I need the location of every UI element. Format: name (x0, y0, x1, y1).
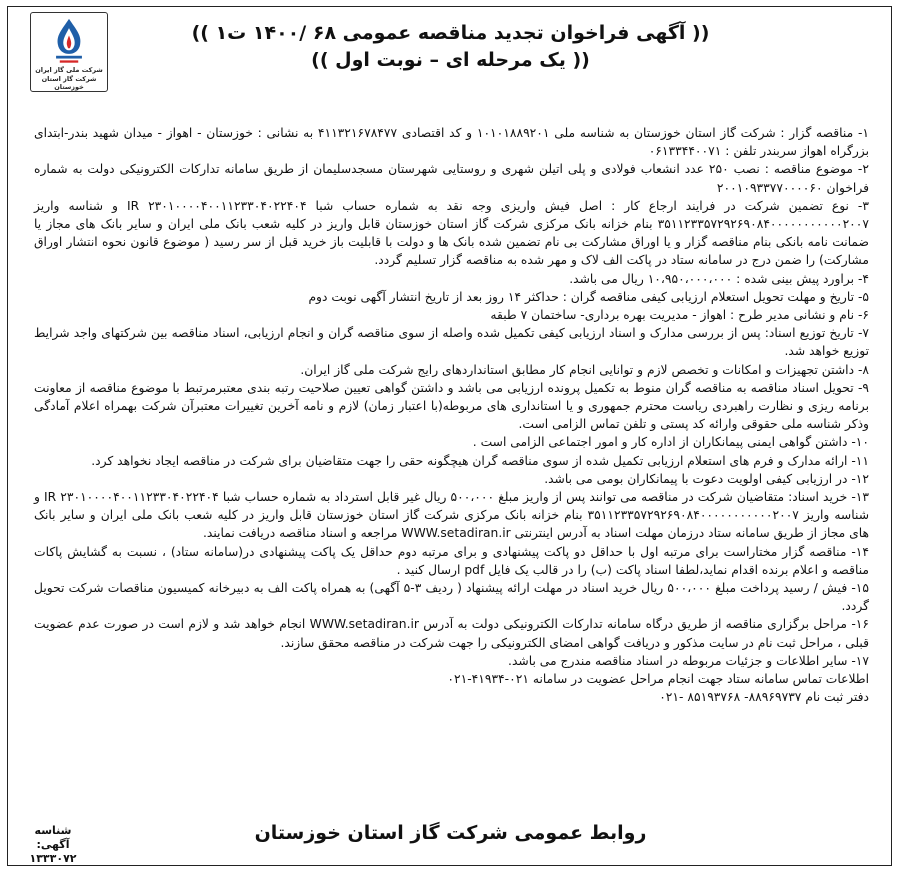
nigc-flame-logo-icon (47, 17, 91, 65)
item-11: ۱۱- ارائه مدارک و فرم های استعلام ارزیابی تکمیل شده از سوی مناقصه گران هیچگونه حقی را جهت متقاضیان برای شرکت در مناقصه ایجاد نخواهد کرد. (91, 453, 869, 468)
logo-org-line1: شرکت ملی گاز ایران (35, 66, 103, 74)
logo-org-line2: شرکت گاز استان خوزستان (41, 75, 97, 91)
item-4: ۴- براورد پیش بینی شده : ۱۰،۹۵۰،۰۰۰،۰۰۰ ریال می باشد. (569, 271, 869, 286)
item-1: ۱- مناقصه گزار : شرکت گاز استان خوزستان به شناسه ملی ۱۰۱۰۱۸۸۹۲۰۱ و کد اقتصادی ۴۱۱۳۲۱۶۷۸۴۷۷ به نشانی : خوزستان - اهواز - میدان شهید بندر-ابتدای بزرگراه اهواز سربندر تلفن : ۰۶۱۳۳۴۴۰۰۷۱ (34, 126, 869, 159)
item-10: ۱۰- داشتن گواهی ایمنی پیمانکاران از اداره کار و امور اجتماعی الزامی است . (472, 435, 869, 450)
footer-signature: روابط عمومی شرکت گاز استان خوزستان (254, 822, 647, 844)
announcement-body (34, 124, 869, 707)
item-2: ۲- موضوع مناقصه : نصب ۲۵۰ عدد انشعاب فولادی و پلی اتیلن شهری و روستایی شهرستان مسجدسلیمان از طریق سامانه تدارکات الکترونیکی دولت به شماره فراخوان ۲۰۰۱۰۹۳۳۷۷۰۰۰۰۶۰ (34, 162, 869, 195)
company-logo (30, 12, 108, 92)
ad-id-label: شناسه آگهی: (34, 824, 72, 851)
item-13: ۱۳- خرید اسناد: متقاضیان شرکت در مناقصه می توانند پس از واریز مبلغ ۵۰۰،۰۰۰ ریال غیر قابل استرداد به شماره حساب شبا IR ۲۳۰۱۰۰۰۰۴۰۰۱۱۲۳۳۰۴۰۲۲۴۰۴ و شناسه واریز ۳۵۱۱۲۳۳۵۷۲۹۲۶۹۰۸۴۰۰۰۰۰۰۰۰۰۰۰۲۰۰۷ بنام خزانه بانک مرکزی شرکت گاز استان خوزستان قابل واریز در کلیه شعب بانک ملی ایران و سایر بانک های مجاز از طریق سامانه ستاد درزمان مهلت اسناد به آدرس اینترنتی WWW.setadiran.ir مراجعه و اسناد مناقصه دریافت نمایند. (34, 490, 869, 541)
announcement-title (120, 20, 781, 74)
item-8: ۸- داشتن تجهیزات و امکانات و تخصص لازم و توانایی انجام کار مطابق استانداردهای رایج شرکت ملی گاز ایران. (300, 362, 869, 377)
contact-line-2: دفتر ثبت نام ۸۸۹۶۹۷۳۷- ۸۵۱۹۳۷۶۸ -۰۲۱ (659, 690, 869, 705)
item-7: ۷- تاریخ توزیع اسناد: پس از بررسی مدارک و اسناد ارزیابی کیفی تکمیل شده واصله از سوی مناقصه گران و انجام ارزیابی، اسناد مناقصه بین شرکتهای واجد شرایط توزیع خواهد شد. (34, 326, 869, 359)
title-line1: (( آگهی فراخوان تجدید مناقصه عمومی ۶۸ /۱۴۰۰ ت۱ )) (191, 22, 710, 44)
item-14: ۱۴- مناقصه گزار مختاراست برای مرتبه اول با حداقل دو پاکت پیشنهادی و برای مرتبه دوم حداقل یک پاکت پیشنهادی در(سامانه ستاد) ، نسبت به گشایش پاکات مناقصه و اعلام برنده اقدام نماید،لطفا اسناد پاکت (ب) را در قالب یک فایل pdf ارسال کنید . (34, 544, 869, 577)
item-17: ۱۷- سایر اطلاعات و جزئیات مربوطه در اسناد مناقصه مندرج می باشد. (508, 653, 869, 668)
item-5: ۵- تاریخ و مهلت تحویل استعلام ارزیابی کیفی مناقصه گران : حداکثر ۱۴ روز بعد از تاریخ انتشار آگهی نوبت دوم (308, 289, 869, 304)
ad-id (18, 824, 88, 866)
ad-id-value: ۱۳۳۳۰۷۲ (29, 852, 77, 865)
item-6: ۶- نام و نشانی مدیر طرح : اهواز - مدیریت بهره برداری- ساختمان ۷ طبقه (490, 308, 869, 323)
item-15: ۱۵- فیش / رسید پرداخت مبلغ ۵۰۰،۰۰۰ ریال خرید اسناد در مهلت ارائه پیشنهاد ( ردیف ۳-۵ آگهی) به همراه پاکت الف به دبیرخانه کمیسیون مناقصات شرکت تحویل گردد. (34, 581, 869, 614)
title-line2: (( یک مرحله ای – نوبت اول )) (311, 49, 590, 71)
contact-line-1: اطلاعات تماس سامانه ستاد جهت انجام مراحل عضویت در سامانه ۰۲۱-۴۱۹۳۴-۰۲۱ (447, 672, 869, 687)
item-16: ۱۶- مراحل برگزاری مناقصه از طریق درگاه سامانه تدارکات الکترونیکی دولت به آدرس WWW.setadiran.ir انجام خواهد شد و لازم است در صورت عدم عضویت قبلی ، مراحل ثبت نام در سایت مذکور و دریافت گواهی امضای الکترونیکی را جهت شرکت در مناقصه محقق سازند. (34, 617, 869, 650)
item-3: ۳- نوع تضمین شرکت در فرایند ارجاع کار : اصل فیش واریزی وجه نقد به شماره حساب شبا IR ۲۳۰۱۰۰۰۰۴۰۰۱۱۲۳۳۰۴۰۲۲۴۰۴ و شناسه واریز ۳۵۱۱۲۳۳۵۷۲۹۲۶۹۰۸۴۰۰۰۰۰۰۰۰۰۰۰۲۰۰۷ بنام خزانه بانک مرکزی شرکت گاز استان خوزستان قابل واریز در کلیه شعب بانک ملی ایران و سایر بانک های مجاز یا ضمانت نامه بانکی بنام مناقصه گزار و یا اوراق مشارکت بی نام تضمین شده بانک ها و دولت با قابلیت باز خرید قبل از سر رسید ( موضوع قانون نحوه انتشار اوراق مشارکت) را ضمن درج در سامانه ستاد در پاکت الف لاک و مهر شده به مناقصه گزار تسلیم گردد. (34, 198, 869, 268)
item-9: ۹- تحویل اسناد مناقصه به مناقصه گران منوط به تکمیل پرونده ارزیابی می باشد و داشتن گواهی تعیین صلاحیت رتبه بندی معتبرمرتبط با موضوع مناقصه از معاونت برنامه ریزی و نظارت راهبردی ریاست محترم جمهوری و یا استانداری های مربوطه(با اعتبار زمان) لازم و نامه آخرین تغییرات معتبرآن شرکت بهمراه اعلام آمادگی وذکر شناسه ملی حقوقی وارائه کد پستی و تلفن تماس الزامی است. (34, 380, 869, 432)
item-12: ۱۲- در ارزیابی کیفی اولویت دعوت با پیمانکاران بومی می باشد. (544, 471, 869, 486)
